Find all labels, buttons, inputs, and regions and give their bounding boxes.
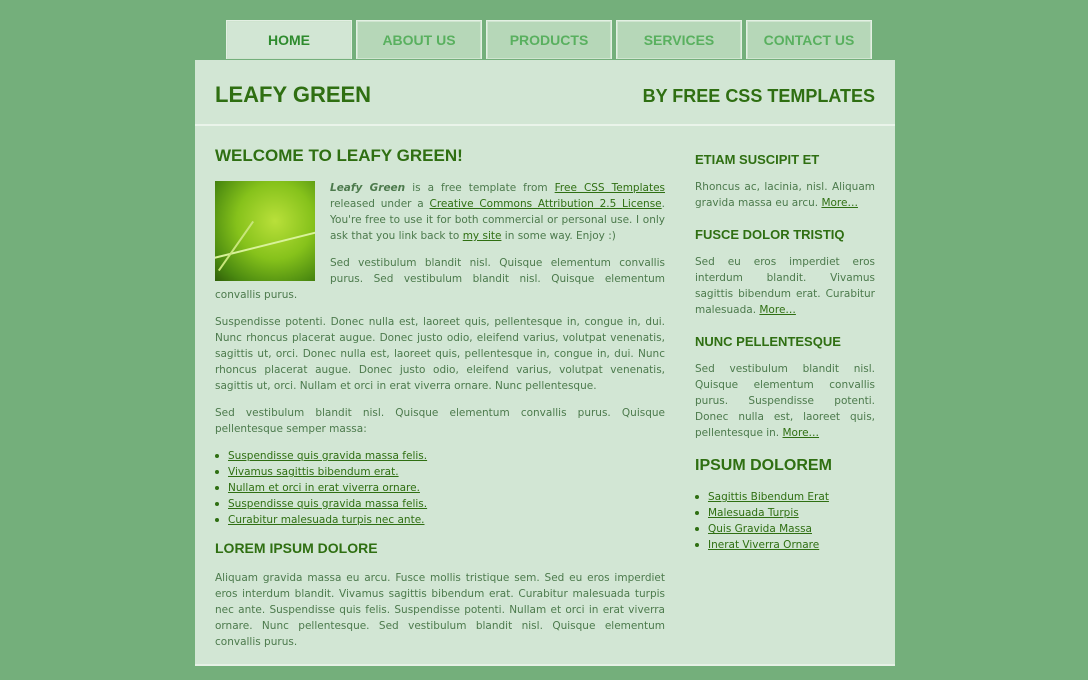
intro-text-4: in some way. Enjoy :) — [501, 230, 616, 242]
site-logo: LEAFY GREEN — [215, 82, 372, 107]
list-item — [228, 480, 665, 496]
list-link[interactable]: Suspendisse quis gravida massa felis. — [228, 498, 428, 510]
tab-products[interactable]: PRODUCTS — [486, 20, 612, 59]
link-list — [215, 448, 665, 528]
sidebar-link-list — [695, 489, 875, 553]
sidebar-list-item — [708, 489, 875, 505]
list-item — [228, 496, 665, 512]
list-item — [228, 464, 665, 480]
free-css-templates-link[interactable]: Free CSS Templates — [554, 182, 665, 194]
sidebar-text-1: Rhoncus ac, lacinia, nisl. Aliquam gravida massa eu arcu. — [695, 181, 875, 209]
sidebar-paragraph-2 — [695, 254, 875, 318]
section-2-heading: LOREM IPSUM DOLORE — [215, 540, 378, 556]
paragraph-2: Sed vestibulum blandit nisl. Quisque elementum convallis purus. Sed vestibulum blandit nisl. Quisque elementum convallis purus. — [215, 257, 665, 301]
ipsum-heading: IPSUM DOLOREM — [695, 457, 832, 474]
sidebar-text-2: Sed eu eros imperdiet eros interdum blandit. Vivamus sagittis bibendum erat. Curabitur malesuada. — [695, 256, 875, 316]
sidebar-heading-2: FUSCE DOLOR TRISTIQ — [695, 227, 845, 242]
section-2-paragraph: Aliquam gravida massa eu arcu. Fusce mollis tristique sem. Sed eu eros imperdiet eros interdum blandit. Vivamus sagittis bibendum erat. Curabitur malesuada turpis nec ante. Suspendisse quis felis. Suspendisse potenti. Nullam et orci in erat viverra ornare. Nunc pellentesque. Sed vestibulum blandit nisl. Quisque elementum convallis purus. — [215, 572, 665, 648]
list-link[interactable]: Curabitur malesuada turpis nec ante. — [228, 514, 425, 526]
intro-site-name: Leafy Green — [330, 182, 406, 194]
sidebar-link[interactable]: Inerat Viverra Ornare — [708, 539, 820, 551]
list-link[interactable]: Vivamus sagittis bibendum erat. — [228, 466, 399, 478]
content-column — [215, 144, 665, 661]
more-link-1[interactable]: More… — [821, 197, 858, 209]
my-site-link[interactable]: my site — [462, 230, 502, 242]
sidebar-paragraph-3 — [695, 361, 875, 441]
intro-text-1: is a free template from — [405, 182, 555, 194]
paragraph-4: Sed vestibulum blandit nisl. Quisque elementum convallis purus. Quisque pellentesque semper massa: — [215, 407, 665, 435]
leaf-side-vein — [218, 221, 254, 271]
intro-text-2: released under a — [330, 198, 430, 210]
leaf-image — [215, 181, 315, 281]
main-panel — [195, 60, 895, 666]
main-nav — [226, 20, 876, 60]
intro-text-3: . You're free to use it for both commercial or personal use. I only ask that you link back to — [330, 198, 665, 242]
sidebar-list-item — [708, 505, 875, 521]
sidebar-heading-1: ETIAM SUSCIPIT ET — [695, 152, 820, 167]
sidebar-heading-3: NUNC PELLENTESQUE — [695, 334, 841, 349]
tab-services[interactable]: SERVICES — [616, 20, 742, 59]
tab-home[interactable]: HOME — [226, 20, 352, 59]
license-link[interactable]: Creative Commons Attribution 2.5 License — [429, 198, 662, 210]
sidebar-link[interactable]: Quis Gravida Massa — [708, 523, 812, 535]
sidebar-list-item — [708, 521, 875, 537]
sidebar-paragraph-1 — [695, 179, 875, 211]
sidebar-list-item — [708, 537, 875, 553]
site-header — [195, 60, 895, 126]
list-link[interactable]: Suspendisse quis gravida massa felis. — [228, 450, 428, 462]
more-link-2[interactable]: More… — [759, 304, 796, 316]
site-tagline: BY FREE CSS TEMPLATES — [642, 86, 875, 106]
tab-contact-us[interactable]: CONTACT US — [746, 20, 872, 59]
sidebar-text-3: Sed vestibulum blandit nisl. Quisque elementum convallis purus. Suspendisse potenti. Donec nulla est, laoreet quis, pellentesque in. — [695, 363, 875, 439]
sidebar — [695, 152, 875, 563]
sidebar-link[interactable]: Sagittis Bibendum Erat — [708, 491, 829, 503]
welcome-heading: WELCOME TO LEAFY GREEN! — [215, 146, 463, 165]
list-item — [228, 448, 665, 464]
paragraph-3: Suspendisse potenti. Donec nulla est, laoreet quis, pellentesque in, congue in, dui. Nunc rhoncus placerat augue. Donec justo odio, eleifend varius, volutpat venenatis, sagittis ut, orci. Donec nulla est, laoreet quis, pellentesque in, congue in, dui. Nunc rhoncus placerat augue. Donec justo odio, eleifend varius, volutpat venenatis, sagittis ut, orci. Nullam et orci in erat viverra ornare. Nunc pellentesque. — [215, 316, 665, 392]
sidebar-link[interactable]: Malesuada Turpis — [708, 507, 799, 519]
more-link-3[interactable]: More… — [782, 427, 820, 439]
list-link[interactable]: Nullam et orci in erat viverra ornare. — [228, 482, 420, 494]
list-item — [228, 512, 665, 528]
tab-about-us[interactable]: ABOUT US — [356, 20, 482, 59]
